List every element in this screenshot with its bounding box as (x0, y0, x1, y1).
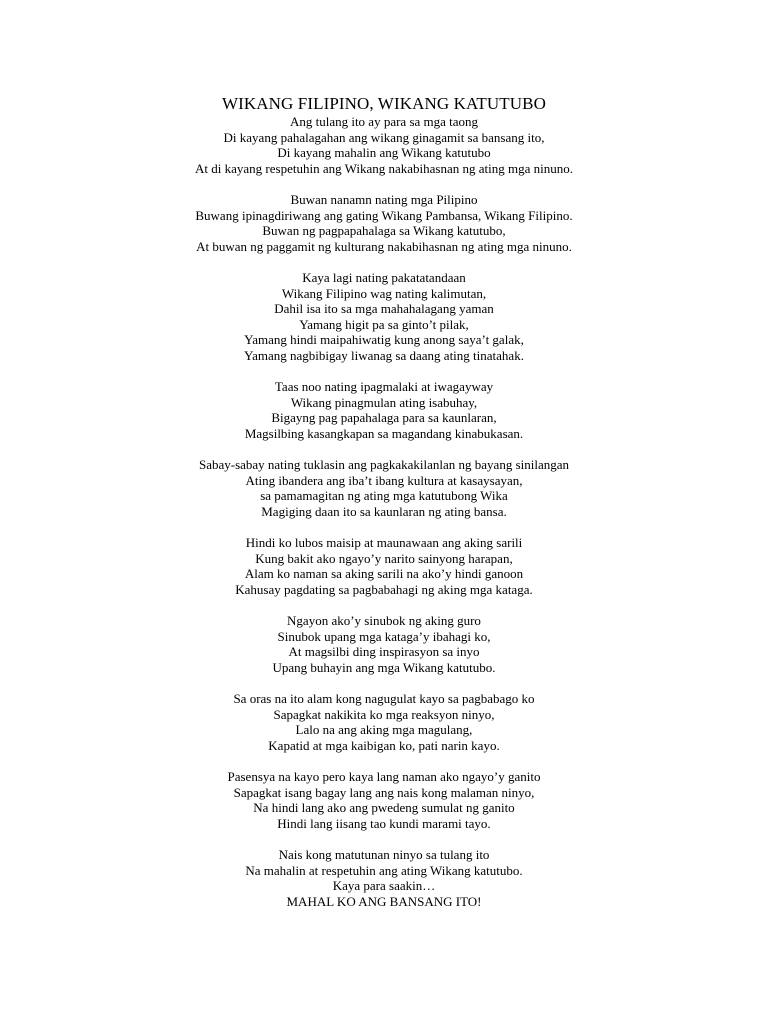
poem-line: Bigayng pag papahalaga para sa kaunlaran, (271, 410, 497, 426)
poem-line: Ang tulang ito ay para sa mga taong (289, 114, 479, 129)
document-page (0, 93, 768, 925)
poem-line: Upang buhayin ang mga Wikang katutubo. (272, 659, 496, 675)
poem-line: Ngayon ako’y sinubok ng aking guro (287, 613, 481, 628)
poem-line: Na hindi lang ako ang pwedeng sumulat ng ganito (253, 800, 515, 816)
poem-line: Yamang nagbibigay liwanag sa daang ating tinatahak. (244, 347, 524, 363)
poem-line: Magsilbing kasangkapan sa magandang kinabukasan. (244, 425, 524, 441)
poem-stanza (0, 457, 768, 519)
poem-line: Hindi lang iisang tao kundi marami tayo. (277, 815, 491, 831)
poem-line: Yamang hindi maipahiwatig kung anong saya’t galak, (244, 332, 524, 348)
poem-line: Wikang Filipino wag nating kalimutan, (281, 285, 487, 301)
poem-line: Kapatid at mga kaibigan ko, pati narin kayo. (268, 737, 500, 753)
poem-line: Hindi ko lubos maisip at maunawaan ang aking sarili (245, 535, 523, 551)
poem-line: Sa oras na ito alam kong nagugulat kayo sa pagbabago ko (233, 690, 535, 706)
poem-line: Di kayang mahalin ang Wikang katutubo (277, 145, 491, 161)
poem-line: At buwan ng paggamit ng kulturang nakabihasnan ng ating mga ninuno. (196, 238, 572, 254)
poem-line: sa pamamagitan ng ating mga katutubong Wika (260, 488, 508, 504)
poem-stanza (0, 270, 768, 364)
poem-line: Na mahalin at respetuhin ang ating Wikang katutubo. (245, 862, 523, 878)
poem-stanza (0, 769, 768, 831)
poem-line: Lalo na ang aking mga magulang, (295, 722, 473, 738)
poem-stanza (0, 114, 768, 176)
poem-line: At magsilbi ding inspirasyon sa inyo (288, 644, 480, 660)
poem-line: Taas noo nating ipagmalaki at iwagayway (274, 379, 494, 395)
poem-line: Kaya para saakin… (332, 878, 436, 894)
poem-stanza (0, 613, 768, 675)
poem-line: Ating ibandera ang iba’t ibang kultura at kasaysayan, (245, 472, 523, 488)
poem-line: Kung bakit ako ngayo’y narito sainyong harapan, (255, 550, 513, 566)
poem-line: MAHAL KO ANG BANSANG ITO! (286, 893, 482, 909)
poem-line: Kahusay pagdating sa pagbabahagi ng aking mga kataga. (235, 581, 533, 597)
poem-stanza (0, 192, 768, 254)
poem-line: Buwan nanamn nating mga Pilipino (290, 191, 478, 207)
poem-line: Magiging daan ito sa kaunlaran ng ating bansa. (261, 503, 507, 519)
poem-line: Pasensya na kayo pero kaya lang naman ako ngayo’y ganito (227, 768, 541, 784)
poem-line: Nais kong matutunan ninyo sa tulang ito (278, 846, 490, 862)
poem-stanza (0, 379, 768, 441)
poem-line: Sinubok upang mga kataga’y ibahagi ko, (277, 628, 491, 644)
poem-line: Buwan ng pagpapahalaga sa Wikang katutubo, (262, 223, 506, 239)
poem-line: Sabay-sabay nating tuklasin ang pagkakakilanlan ng bayang sinilangan (198, 457, 570, 473)
poem-stanza (0, 535, 768, 597)
poem-stanza (0, 691, 768, 753)
poem-line: Wikang pinagmulan ating isabuhay, (290, 394, 478, 410)
poem-line: Sapagkat isang bagay lang ang nais kong malaman ninyo, (233, 784, 535, 800)
poem-title: WIKANG FILIPINO, WIKANG KATUTUBO (222, 94, 546, 113)
poem-line: Dahil isa ito sa mga mahahalagang yaman (274, 301, 494, 317)
poem-stanza (0, 847, 768, 909)
poem-line: Alam ko naman sa aking sarili na ako’y hindi ganoon (244, 566, 524, 582)
poem-line: At di kayang respetuhin ang Wikang nakabihasnan ng ating mga ninuno. (195, 160, 573, 176)
poem-body (0, 114, 768, 909)
poem-line: Yamang higit pa sa ginto’t pilak, (299, 316, 469, 332)
poem-line: Sapagkat nakikita ko mga reaksyon ninyo, (273, 706, 495, 722)
poem-line: Kaya lagi nating pakatatandaan (302, 269, 466, 285)
poem-line: Di kayang pahalagahan ang wikang ginagamit sa bansang ito, (223, 129, 545, 145)
poem-line: Buwang ipinagdiriwang ang gating Wikang Pambansa, Wikang Filipino. (195, 207, 573, 223)
